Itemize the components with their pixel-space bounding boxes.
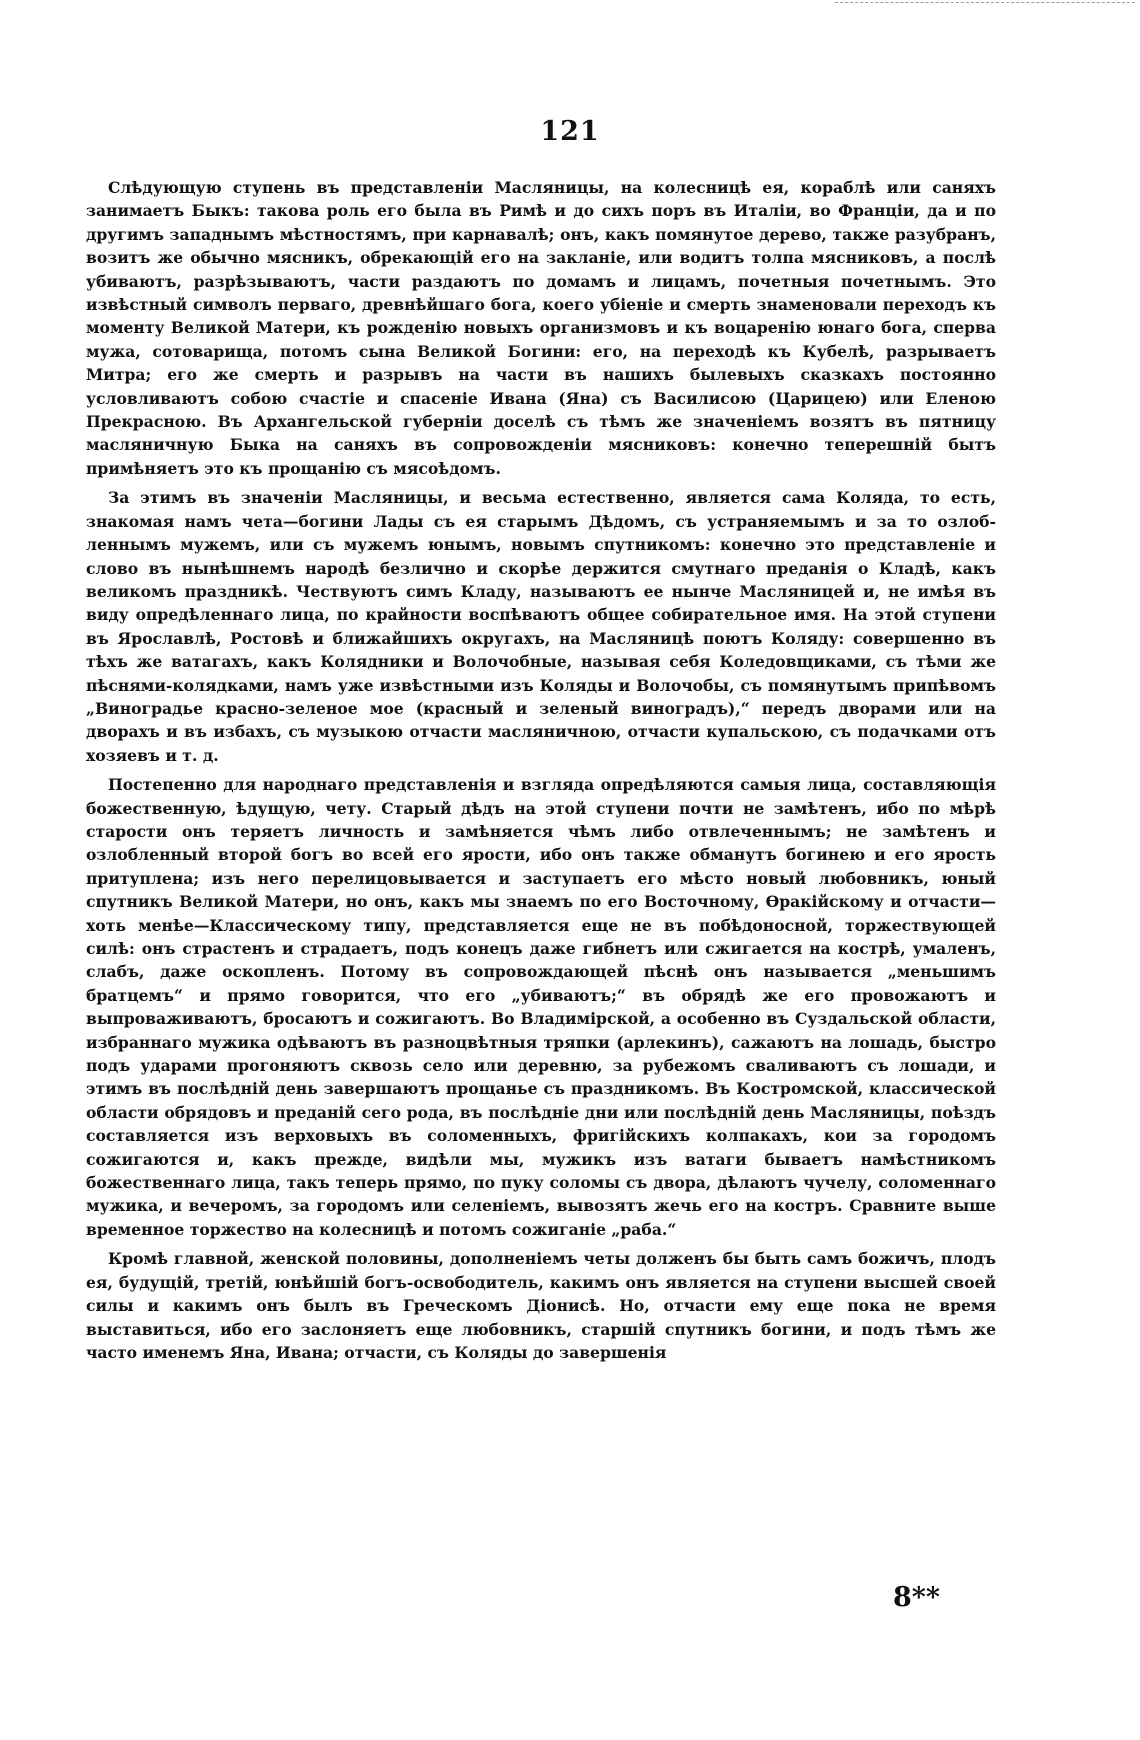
page-number: 121 [540,116,600,147]
paragraph-1: Слѣдующую ступень въ представленіи Масляницы, на колесницѣ ея, кораблѣ или саняхъ занимаетъ Быкъ: такова роль его была въ Римѣ и до сихъ поръ въ Италіи, во Франціи, да и по другимъ западнымъ мѣстностямъ, при карнавалѣ; онъ, какъ помянутое дерево, также разубранъ, возитъ же обычно мясникъ, обрекающій его на закланіе, или водитъ толпа мясниковъ, а послѣ убиваютъ, разрѣзываютъ, части раздаютъ по домамъ и лицамъ, почетныя почетнымъ. Это извѣстный символъ перваго, древнѣйшаго бога, коего убіеніе и смерть знаменовали переходъ къ моменту Великой Матери, къ рожденію новыхъ организмовъ и къ воцаренію юнаго бога, сперва мужа, сотоварища, потомъ сына Великой Богини: его, на переходѣ къ Кубелѣ, разрываетъ Митра; его же смерть и разрывъ на части въ нашихъ былевыхъ сказкахъ постоянно условливаютъ собою счастіе и спасеніе Ивана (Яна) съ Василисою (Царицею) или Еленою Прекрасною. Въ Архангельской губерніи доселѣ съ тѣмъ же значеніемъ возятъ въ пятницу масляничную Быка на саняхъ въ сопровожденіи мясниковъ: конечно теперешній бытъ примѣняетъ это къ прощанію съ мясоѣдомъ. [86,178,996,478]
signature-mark: 8** [893,1582,941,1613]
paragraph-4: Кромѣ главной, женской половины, дополненіемъ четы долженъ бы быть самъ божичъ, плодъ ея, будущій, третій, юнѣйшій богъ-освободитель, какимъ онъ является на ступени высшей своей силы и какимъ онъ былъ въ Греческомъ Діонисѣ. Но, отчасти ему еще пока не время выставиться, ибо его заслоняетъ еще любовникъ, старшій спутникъ богини, и подъ тѣмъ же часто именемъ Яна, Ивана; отчасти, съ Коляды до завершенія [86,1249,996,1362]
paragraph-2: За этимъ въ значеніи Масляницы, и весьма естественно, является сама Коляда, то есть, знакомая намъ чета—богини Лады съ ея старымъ Дѣдомъ, съ устраняемымъ и за то озлобленнымъ мужемъ, или съ мужемъ юнымъ, новымъ спутникомъ: конечно это представленіе и слово въ нынѣшнемъ народѣ безлично и скорѣе держится смутнаго преданія о Кладѣ, какъ великомъ праздникѣ. Чествуютъ симъ Кладу, называютъ ее нынче Масляницей и, не имѣя въ виду опредѣленнаго лица, по крайности воспѣваютъ общее собирательное имя. На этой ступени въ Ярославлѣ, Ростовѣ и ближайшихъ округахъ, на Масляницѣ поютъ Коляду: совершенно въ тѣхъ же ватагахъ, какъ Колядники и Волочобные, называя себя Коледовщиками, съ тѣми же пѣснями-колядками, намъ уже извѣстными изъ Коляды и Волочобы, съ помянутымъ припѣвомъ „Виноградье красно-зеленое мое (красный и зеленый виноградъ),“ передъ дворами или на дворахъ и въ избахъ, съ музыкою отчасти масляничною, отчасти купальскою, съ подачками отъ хозяевъ и т. д. [86,488,996,765]
paragraph-3: Постепенно для народнаго представленія и взгляда опредѣляются самыя лица, составляющія божественную, ѣдущую, чету. Старый дѣдъ на этой ступени почти не замѣтенъ, ибо по мѣрѣ старости онъ теряетъ личность и замѣняется чѣмъ либо отвлеченнымъ; не замѣтенъ и озлобленный второй богъ во всей его ярости, ибо онъ также обманутъ богинею и его ярость притуплена; изъ него перелицовывается и заступаетъ его мѣсто новый любовникъ, юный спутникъ Великой Матери, но онъ, какъ мы знаемъ по его Восточному, Ѳракійскому и отчасти—хоть менѣе—Классическому типу, представляется еще не въ побѣдоносной, торжествующей силѣ: онъ страстенъ и страдаетъ, подъ конецъ даже гибнетъ или сжигается на кострѣ, умаленъ, слабъ, даже оскопленъ. Потому въ сопровождающей пѣснѣ онъ называется „меньшимъ братцемъ“ и прямо говорится, что его „убиваютъ;“ въ обрядѣ же его провожаютъ и выпроваживаютъ, бросаютъ и сожигаютъ. Во Владимірской, а особенно въ Суздальской области, избраннаго мужика одѣваютъ въ разноцвѣтныя тряпки (арлекинъ), сажаютъ на лошадь, быстро подъ ударами прогоняютъ сквозь село или деревню, за рубежомъ сваливаютъ съ лошади, и этимъ въ послѣдній день завершаютъ прощанье съ праздникомъ. Въ Костромской, классической области обрядовъ и преданій сего рода, въ послѣдніе дни или послѣдній день Масляницы, поѣздъ составляется изъ верховыхъ въ соломенныхъ, фригійскихъ колпакахъ, кои за городомъ сожигаются и, какъ прежде, видѣли мы, мужикъ изъ ватаги бываетъ намѣстникомъ божественнаго лица, такъ теперь прямо, по пуку соломы съ двора, дѣлаютъ чучелу, соломеннаго мужика, и вечеромъ, за городомъ или селеніемъ, вывозятъ жечь его на костръ. Сравните выше временное торжество на колесницѣ и потомъ сожиганіе „раба.“ [86,775,996,1239]
top-rule [835,2,1135,3]
body-text [86,176,996,1364]
